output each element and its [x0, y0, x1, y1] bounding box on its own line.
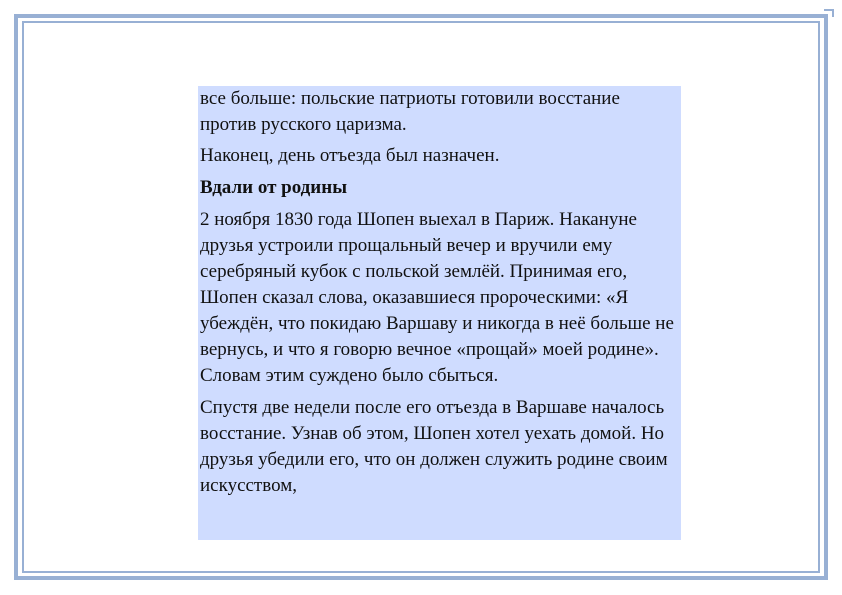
paragraph-patriots: все больше: польские патриоты готовили восстание против русского царизма.	[200, 88, 620, 135]
section-heading: Вдали от родины	[200, 177, 348, 198]
paragraph-departure-paris: 2 ноября 1830 года Шопен выехал в Париж. Накануне друзья устроили прощальный вечер и вручили ему серебряный кубок с польской землёй. Принимая его, Шопен сказал слова, оказавшиеся пророческими: «Я убеждён, что покидаю Варшаву и никогда в неё больше не вернусь, и что я говорю вечное «прощай» моей родине». Словам этим суждено было сбыться.	[200, 209, 674, 386]
text-block	[198, 86, 681, 540]
frame-corner-mark	[824, 9, 834, 17]
paragraph-uprising: Спустя две недели после его отъезда в Варшаве началось восстание. Узнав об этом, Шопен хотел уехать домой. Но друзья убедили его, что он должен служить родине своим искусством,	[200, 397, 668, 496]
paragraph-departure-day: Наконец, день отъезда был назначен.	[200, 145, 500, 166]
